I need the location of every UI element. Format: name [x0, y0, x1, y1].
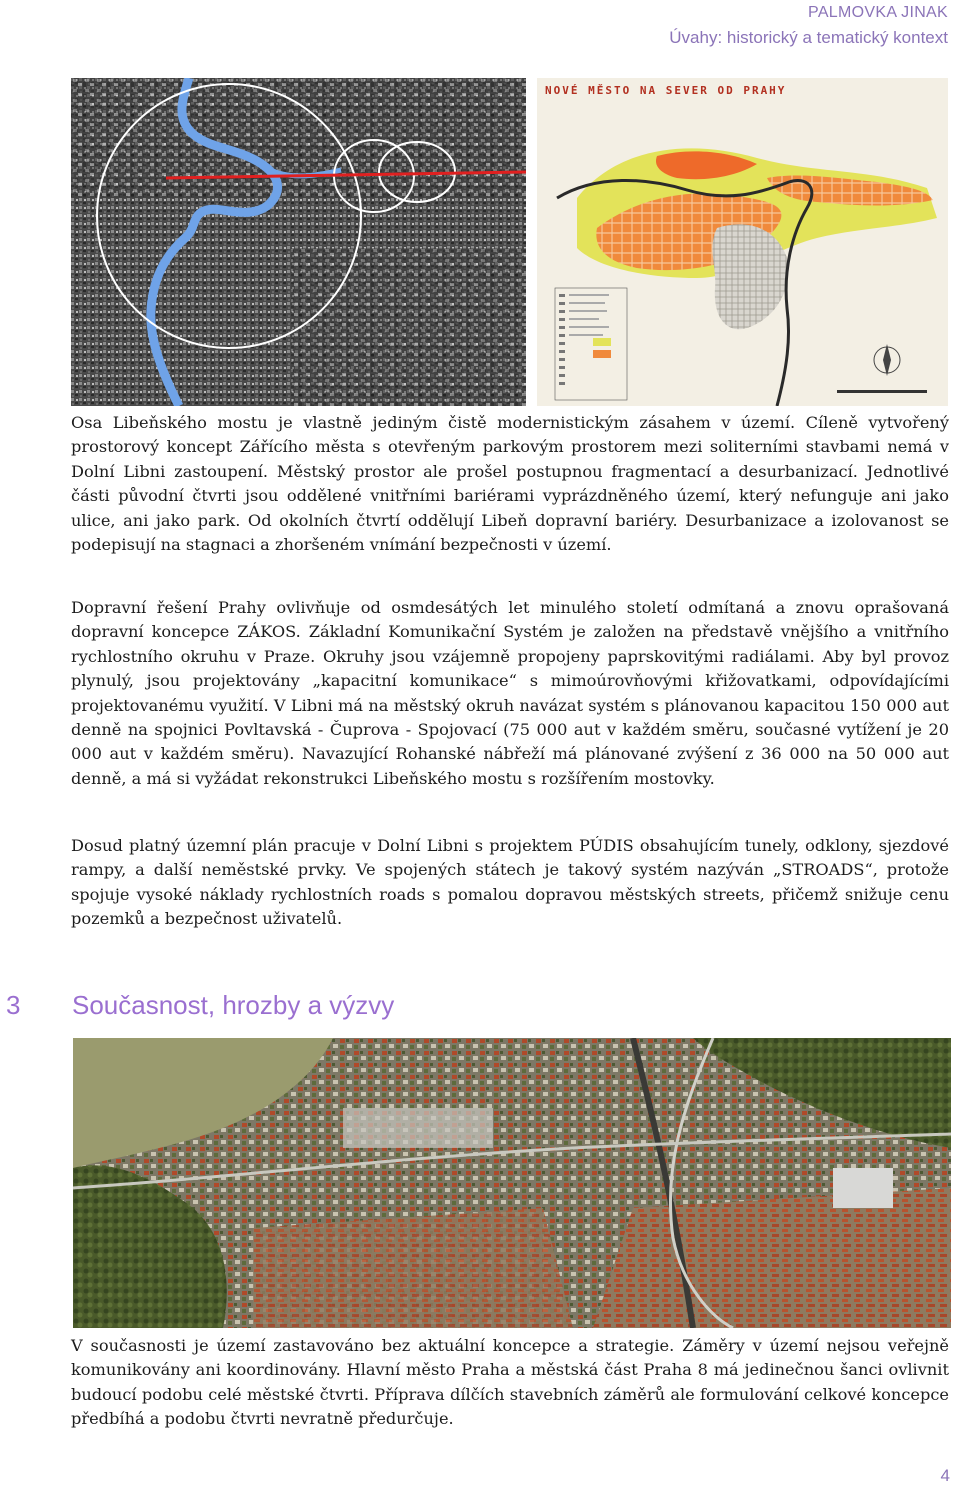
paragraph-traffic-concept: Dopravní řešení Prahy ovlivňuje od osmdesátých let minulého století odmítaná a znovu oprašovaná dopravní koncepce ZÁKOS. Základní Komunikační Systém je založen na představě vnějšího a vnitřního rychlostního okruhu v Praze. Okruhy jsou vzájemně propojeny paprskovitými radiálami. Aby byl provoz plynulý, jsou projektovány „kapacitní komunikace“ s mimoúrovňovými křižovatkami, odpovídajícími projektovanému využití. V Libni má na městský okruh navázat systém s plánovanou kapacitou 150 000 aut denně na spojnici Povltavská - Čuprova - Spojovací (75 000 aut v každém směru, současné vytížení je 20 000 aut v každém směru). Navazující Rohanské nábřeží má plánované zvýšení z 36 000 na 50 000 aut denně, a má si vyžádat rekonstrukci Libeňského mostu s rozšířením mostovky. [71, 598, 949, 788]
page-header [669, 2, 948, 50]
page-number: 4 [940, 1466, 950, 1485]
section-title: Současnost, hrozby a výzvy [72, 990, 395, 1020]
aerial-color-svg [73, 1038, 951, 1328]
section-heading [6, 990, 394, 1021]
aerial-bw-map [71, 78, 526, 406]
historic-plan-map [537, 78, 948, 406]
aerial-color-photo [73, 1038, 951, 1328]
historic-plan-svg [537, 78, 948, 406]
map-title: NOVÉ MĚSTO NA SEVER OD PRAHY [545, 84, 787, 97]
paragraph-stroads: Dosud platný územní plán pracuje v Dolní Libni s projektem PÚDIS obsahujícím tunely, odklony, sjezdové rampy, a další neměstské prvky. Ve spojených státech je takový systém nazýván „STROADS“, protože spojuje vysoké náklady rychlostních roads s pomalou dopravou městských streets, přičemž snižuje cenu pozemků a bezpečnost uživatelů. [71, 836, 949, 929]
section-number: 3 [6, 990, 21, 1020]
document-subtitle: Úvahy: historický a tematický kontext [669, 28, 948, 47]
document-title: PALMOVKA JINAK [808, 4, 948, 21]
paragraph-present: V současnosti je území zastavováno bez aktuální koncepce a strategie. Záměry v území nejsou veřejně komunikovány ani koordinovány. Hlavní město Praha a městská část Praha 8 má jedinečnou šanci ovlivnit budoucí podobu celé městské čtvrti. Příprava dílčích stavebních záměrů ale formulování celkové koncepce předbíhá a podobu čtvrti nevratně předurčuje. [71, 1336, 949, 1429]
aerial-bw-svg [71, 78, 526, 406]
paragraph-modernist-axis: Osa Libeňského mostu je vlastně jediným čistě modernistickým zásahem v území. Cíleně vytvořený prostorový koncept Zářícího města s otevřeným parkovým prostorem mezi soliterními stavbami nemá v Dolní Libni zastoupení. Městský prostor ale prošel postupnou fragmentací a desurbanizací. Jednotlivé části původní čtvrti jsou oddělené vnitřními bariérami vyprázdněného území, který nefunguje ani jako ulice, ani jako park. Od okolních čtvrtí oddělují Libeň dopravní bariéry. Desurbanizace a izolovanost se podepisují na stagnaci a zhoršeném vnímání bezpečnosti v území. [71, 413, 949, 555]
